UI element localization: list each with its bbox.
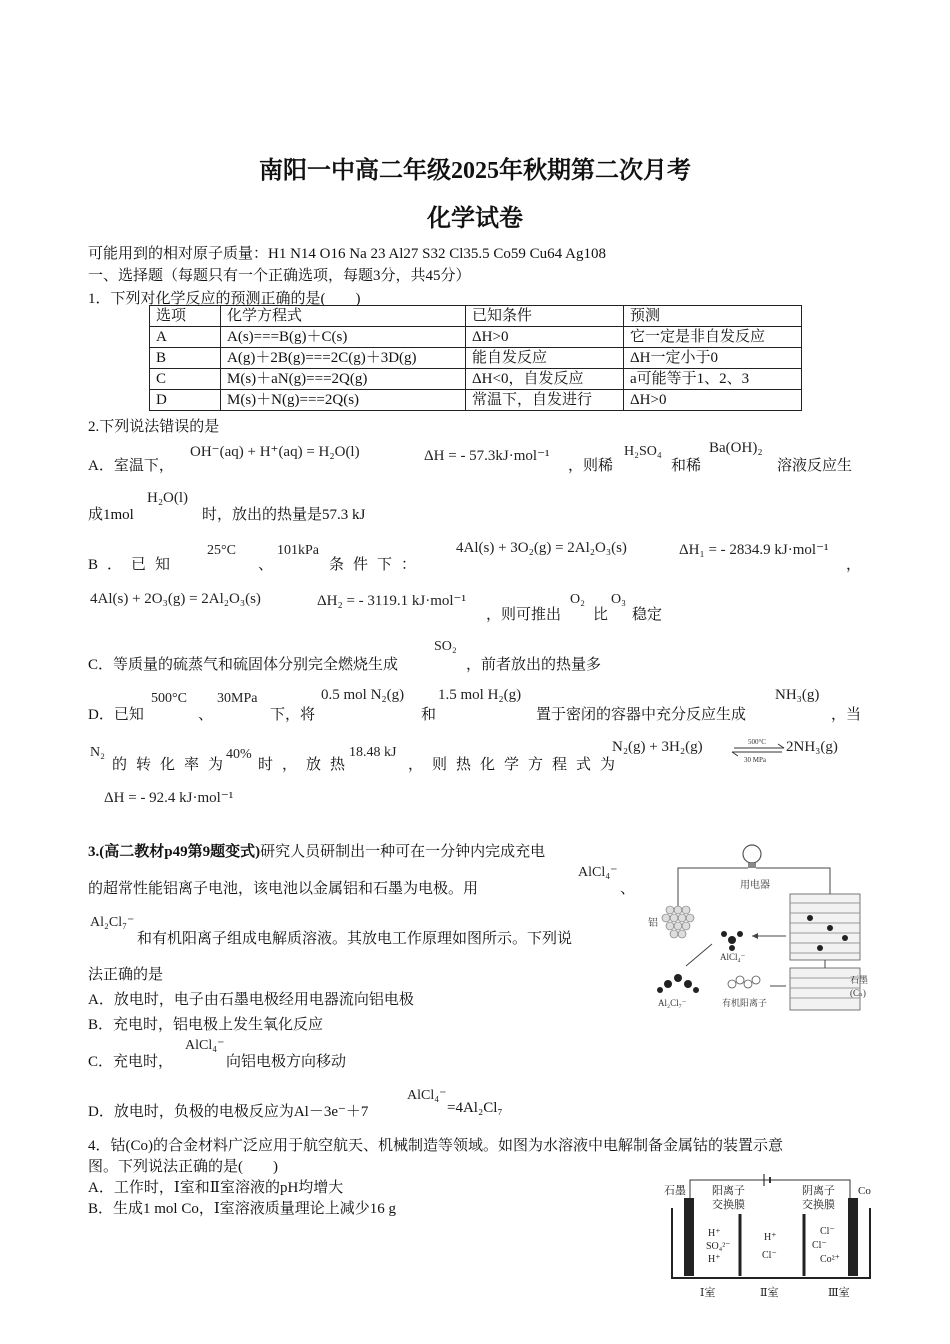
bulb-base	[748, 863, 756, 868]
table-row	[150, 348, 802, 369]
q2-b-text: ，	[846, 557, 862, 573]
anion-membrane-label: 交换膜	[802, 1199, 835, 1211]
graphite-label: 石墨	[850, 975, 869, 985]
arrow-forward-head	[778, 744, 784, 748]
table-cell: ΔH一定小于0	[624, 348, 802, 369]
q2-c-text: ，前者放出的热量多	[466, 657, 602, 673]
q2-a-h2so4: H₂SO₄	[624, 444, 662, 459]
alcl4-label: AlCl₄⁻	[720, 952, 746, 962]
q2-d-enthalpy: ΔH = - 92.4 kJ·mol⁻¹	[104, 790, 234, 806]
atomic-masses: 可能用到的相对原子质量：H1 N14 O16 Na 23 Al27 S32 Cl35.5 Co59 Cu64 Ag108	[88, 246, 606, 262]
room2-label: Ⅱ室	[760, 1287, 779, 1299]
table-cell: ΔH>0	[624, 390, 802, 411]
table-cell: M(s)＋N(g)===2Q(s)	[221, 390, 466, 411]
q2-b-equation-1: 4Al(s) + 3O₂(g) = 2Al₂O₃(s)	[456, 540, 627, 556]
cell-container	[672, 1208, 870, 1278]
table-cell: a可能等于1、2、3	[624, 369, 802, 390]
table-cell: 能自发反应	[466, 348, 624, 369]
reversible-arrow	[728, 737, 788, 763]
q2-a-text: 和稀	[671, 458, 702, 474]
q3-option-d-rest: =4Al₂Cl₇	[447, 1100, 503, 1116]
table-cell: ΔH<0，自发反应	[466, 369, 624, 390]
aluminum-label: 铝	[648, 918, 658, 929]
room1-ion: H⁺	[708, 1254, 721, 1265]
q2-b-text: 、	[258, 557, 274, 573]
arrowhead	[752, 933, 758, 939]
anion-membrane-label: 阴离子	[802, 1185, 835, 1197]
page-subtitle: 化学试卷	[427, 206, 523, 232]
q2-d-equation-left: N₂(g) + 3H₂(g)	[612, 739, 703, 755]
q2-d-text: 时，放热	[258, 757, 355, 773]
q2-b-text: 条件下：	[329, 557, 426, 573]
section-heading: 一、选择题（每题只有一个正确选项，每题3分，共45分）	[88, 268, 471, 284]
q3-option-c-rest: 向铝电极方向移动	[226, 1054, 347, 1070]
q2-option-b-text: B．已知	[88, 557, 180, 573]
table-cell: A(s)===B(g)＋C(s)	[221, 327, 466, 348]
q3-stem-line1	[88, 840, 545, 861]
table-cell: 它一定是非自发反应	[624, 327, 802, 348]
q2-option-c-text: C．等质量的硫蒸气和硫固体分别完全燃烧生成	[88, 657, 399, 673]
alcl4-ion-icon	[721, 931, 743, 951]
table-cell: A(g)＋2B(g)===2C(g)＋3D(g)	[221, 348, 466, 369]
q2-option-d-text: D．已知	[88, 707, 144, 723]
q2-b-text: ，则可推出	[486, 607, 562, 623]
q2-a-text: 成1mol	[88, 507, 134, 523]
q3-c-alcl4: AlCl₄⁻	[185, 1038, 225, 1053]
q2-a-baoh2: Ba(OH)₂	[709, 440, 763, 456]
graphite-electrode-label: 石墨	[664, 1185, 686, 1197]
cobalt-electrode	[848, 1198, 858, 1276]
room1-ion: SO₄²⁻	[706, 1241, 731, 1252]
q2-d-text: 下，将	[270, 707, 316, 723]
q2-stem: 2.下列说法错误的是	[88, 419, 220, 435]
q3-al2cl7: Al₂Cl₇⁻	[90, 915, 135, 930]
q2-a-equation: OH⁻(aq) + H⁺(aq) = H₂O(l)	[190, 444, 360, 460]
q3-d-alcl4: AlCl₄⁻	[407, 1088, 447, 1103]
table-cell: A	[150, 327, 221, 348]
q2-d-n2: N₂	[90, 745, 105, 760]
q1-table	[149, 305, 802, 411]
graphite-cn-label: (Cₙ)	[850, 988, 866, 998]
q2-b-text: 稳定	[632, 607, 663, 623]
q3-source: 3.(高二教材p49第9题变式)	[88, 844, 261, 860]
q4-stem-line2: 图。下列说法正确的是( )	[88, 1159, 278, 1175]
q3-alcl4: AlCl₄⁻	[578, 865, 618, 880]
device-label: 用电器	[740, 880, 770, 891]
q3-text: 研究人员研制出一种可在一分钟内完成充电	[260, 844, 546, 860]
q4-option-a: A．工作时，Ⅰ室和Ⅱ室溶液的pH均增大	[88, 1180, 344, 1196]
room3-ion: Co²⁺	[820, 1254, 840, 1265]
q2-a-water: H₂O(l)	[147, 490, 189, 506]
q3-stem-line2: 的超常性能铝离子电池，该电池以金属铝和石墨为电极。用	[88, 881, 479, 897]
table-cell: 常温下，自发进行	[466, 390, 624, 411]
table-cell: M(s)＋aN(g)===2Q(g)	[221, 369, 466, 390]
room2-ion: H⁺	[764, 1232, 777, 1243]
wire-left	[678, 868, 748, 906]
q2-d-text: 、	[198, 707, 214, 723]
table-row	[150, 327, 802, 348]
q2-c-so2: SO₂	[434, 639, 457, 654]
q2-a-text: ，则稀	[568, 458, 614, 474]
q3-option-b: B．充电时，铝电极上发生氧化反应	[88, 1017, 324, 1033]
room1-ion: H⁺	[708, 1228, 721, 1239]
room3-ion: Cl⁻	[812, 1240, 827, 1251]
q3-option-a: A．放电时，电子由石墨电极经用电器流向铝电极	[88, 992, 414, 1008]
aluminum-electrode	[662, 906, 694, 938]
q2-d-h2-amount: 1.5 mol H₂(g)	[438, 687, 522, 703]
table-cell: B	[150, 348, 221, 369]
organic-cation-icon	[728, 976, 760, 988]
q2-a-text: 时，放出的热量是57.3 kJ	[202, 507, 366, 523]
light-bulb-icon	[743, 845, 761, 863]
table-header-cell: 化学方程式	[221, 306, 466, 327]
q2-d-heat: 18.48 kJ	[349, 745, 397, 760]
q2-b-o3: O₃	[611, 592, 626, 607]
table-row	[150, 390, 802, 411]
q1-stem: 1．下列对化学反应的预测正确的是( )	[88, 291, 361, 307]
cation-membrane-label: 阳离子	[712, 1185, 745, 1197]
q3-option-c: C．充电时，	[88, 1054, 174, 1070]
q2-b-enthalpy-1: ΔH₁ = - 2834.9 kJ·mol⁻¹	[679, 542, 829, 558]
q2-d-text: ，则热化学方程式为	[408, 757, 625, 773]
table-cell: C	[150, 369, 221, 390]
q2-b-o2: O₂	[570, 592, 585, 607]
q2-b-enthalpy-2: ΔH₂ = - 3119.1 kJ·mol⁻¹	[317, 593, 466, 609]
q2-d-conversion: 40%	[226, 747, 252, 762]
room2-ion: Cl⁻	[762, 1250, 777, 1261]
q2-d-pressure: 30MPa	[217, 691, 258, 706]
arrow-condition-top: 500°C	[748, 738, 766, 746]
table-header-cell: 预测	[624, 306, 802, 327]
room1-label: Ⅰ室	[700, 1287, 716, 1299]
q2-b-text: 比	[593, 607, 609, 623]
q2-b-pressure: 101kPa	[277, 543, 319, 558]
table-cell: ΔH>0	[466, 327, 624, 348]
table-row	[150, 369, 802, 390]
q3-stem-line4: 法正确的是	[88, 967, 164, 983]
q2-d-text: ，当	[831, 707, 862, 723]
q2-a-text: 溶液反应生	[777, 458, 853, 474]
arrow-condition-bottom: 30 MPa	[744, 756, 766, 763]
q2-d-text: 置于密闭的容器中充分反应生成	[536, 707, 747, 723]
q3-text: 、	[620, 881, 636, 897]
page-title: 南阳一中高二年级2025年秋期第二次月考	[259, 158, 691, 184]
al2cl7-label: Al₂Cl₇⁻	[658, 998, 687, 1008]
table-header-row	[150, 306, 802, 327]
q4-option-b: B．生成1 mol Co，Ⅰ室溶液质量理论上减少16 g	[88, 1201, 397, 1217]
q2-option-a-text: A．室温下，	[88, 458, 174, 474]
q2-d-temperature: 500°C	[151, 691, 187, 706]
q4-stem-line1: 4．钴(Co)的合金材料广泛应用于航空航天、机械制造等领域。如图为水溶液中电解制备金属钴的装置示意	[88, 1138, 783, 1154]
q2-d-n2-amount: 0.5 mol N₂(g)	[321, 687, 405, 703]
electrolysis-cell-diagram	[660, 1170, 890, 1302]
cobalt-electrode-label: Co	[858, 1185, 871, 1197]
table-header-cell: 已知条件	[466, 306, 624, 327]
organic-cation-label: 有机阳离子	[722, 998, 768, 1008]
cation-membrane-label: 交换膜	[712, 1199, 745, 1211]
room3-ion: Cl⁻	[820, 1226, 835, 1237]
q2-d-text: 和	[421, 707, 437, 723]
table-header-cell: 选项	[150, 306, 221, 327]
graphite-electrode	[684, 1198, 694, 1276]
room3-label: Ⅲ室	[828, 1287, 850, 1299]
q3-stem-line3: 和有机阳离子组成电解质溶液。其放电工作原理如图所示。下列说	[137, 931, 573, 947]
reaction-arrow	[686, 944, 712, 966]
q2-b-equation-2: 4Al(s) + 2O₃(g) = 2Al₂O₃(s)	[90, 591, 261, 607]
q2-a-enthalpy: ΔH = - 57.3kJ·mol⁻¹	[424, 448, 550, 464]
al2cl7-ion-icon	[657, 974, 699, 993]
q2-d-equation-right: 2NH₃(g)	[786, 739, 838, 755]
q3-option-d: D．放电时，负极的电极反应为Al－3e⁻＋7	[88, 1104, 369, 1120]
q2-b-temperature: 25°C	[207, 543, 236, 558]
q2-d-text: 的转化率为	[112, 757, 233, 773]
arrow-reverse-head	[732, 752, 738, 756]
q2-d-nh3: NH₃(g)	[775, 687, 820, 703]
table-cell: D	[150, 390, 221, 411]
battery-diagram	[640, 836, 872, 1014]
